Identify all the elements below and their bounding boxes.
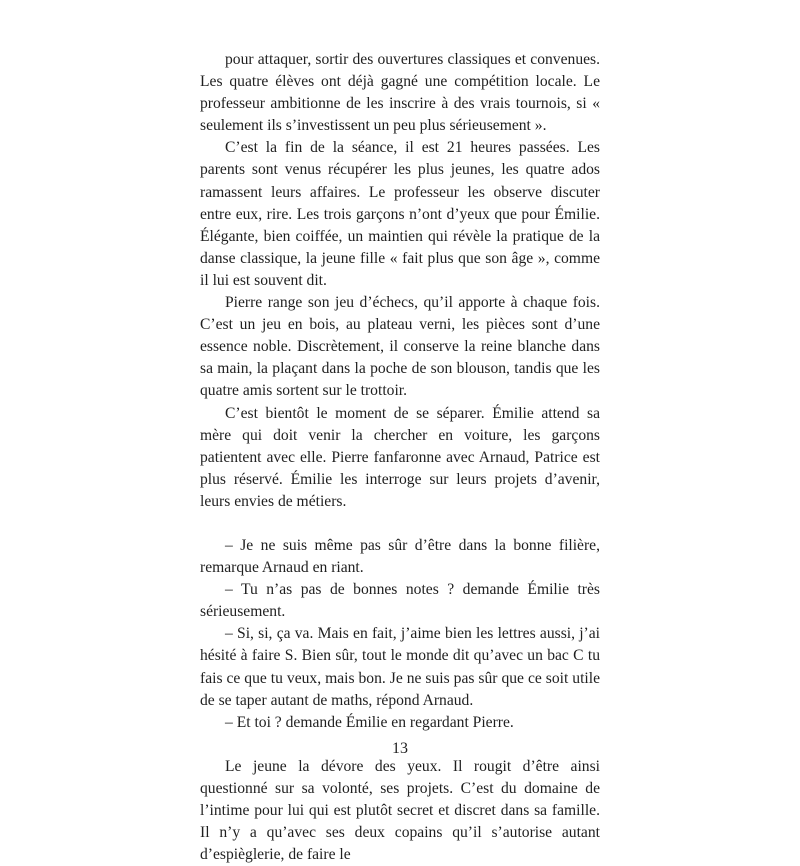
paragraph: Pierre range son jeu d’échecs, qu’il apporte à chaque fois. C’est un jeu en bois, au plateau verni, les pièces sont d’une essence noble. Discrètement, il conserve la reine blanche dans sa main, la plaçant dans la poche de son blouson, tandis que les quatre amis sortent sur le trottoir. — [200, 294, 600, 400]
paragraph: Le jeune la dévore des yeux. Il rougit d’être ainsi questionné sur sa volonté, ses projets. C’est du domaine de l’intime pour lui qui est plutôt secret et discret dans sa famille. Il n’y a qu’avec ses deux copains qu’il s’autorise autant d’espièglerie, de faire le — [200, 757, 600, 864]
page-number: 13 — [392, 740, 408, 757]
paragraph: C’est la fin de la séance, il est 21 heures passées. Les parents sont venus récupérer les plus jeunes, les quatre ados ramassent leurs affaires. Le professeur les observe discuter entre eux, rire. Les trois garçons n’ont d’yeux que pour Émilie. Élégante, bien coiffée, un maintien qui révèle la pratique de la danse classique, la jeune fille « fait plus que son âge », comme il lui est souvent dit. — [200, 139, 600, 289]
dialogue-line: – Tu n’as pas de bonnes notes ? demande Émilie très sérieusement. — [200, 581, 600, 621]
dialogue-line: – Si, si, ça va. Mais en fait, j’aime bien les lettres aussi, j’ai hésité à faire S. Bien sûr, tout le monde dit qu’avec un bac C tu fais ce que tu veux, mais bon. Je ne suis pas sûr que ce soit utile de se taper autant de maths, répond Arnaud. — [200, 625, 600, 709]
paragraph: C’est bientôt le moment de se séparer. Émilie attend sa mère qui doit venir la chercher en voiture, les garçons patientent avec elle. Pierre fanfaronne avec Arnaud, Patrice est plus réservé. Émilie les interroge sur leurs projets d’avenir, leurs envies de métiers. — [200, 404, 600, 510]
paragraph: pour attaquer, sortir des ouvertures classiques et convenues. Les quatre élèves ont déjà gagné une compétition locale. Le professeur ambitionne de les inscrire à des vrais tournois, si « seulement ils s’investissent un peu plus sérieusement ». — [200, 51, 600, 135]
dialogue-line: – Je ne suis même pas sûr d’être dans la bonne filière, remarque Arnaud en riant. — [200, 536, 600, 577]
section-gap — [200, 513, 600, 535]
dialogue-line: – Et toi ? demande Émilie en regardant Pierre. — [225, 713, 514, 731]
